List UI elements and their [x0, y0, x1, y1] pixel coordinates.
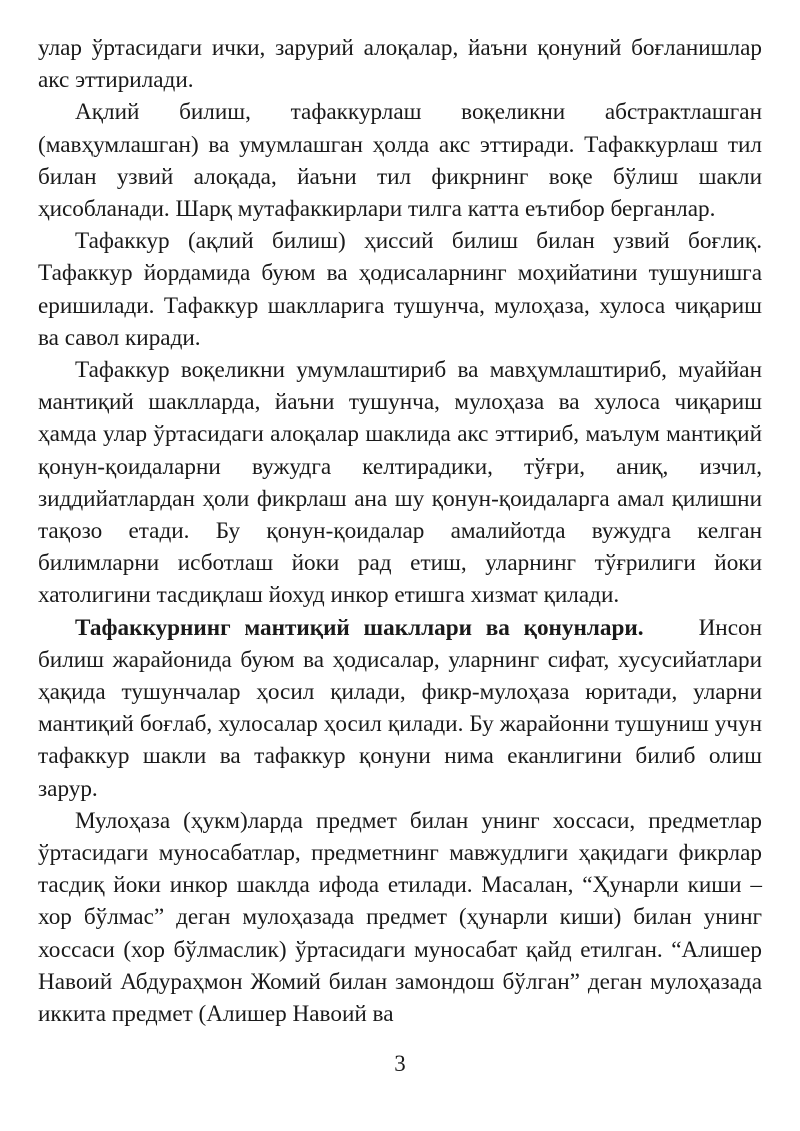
paragraph-abstract-thinking: Ақлий билиш, тафаккурлаш воқеликни абстрактлашган (мавҳумлашган) ва умумлашган ҳолда акс эттиради. Тафаккурлаш тил билан узвий алоқада, йаъни тил фикрнинг воқе бўлиш шакли ҳисобланади. Шарқ мутафаккирлари тилга катта еътибор берганлар. [38, 99, 762, 223]
page-number: 3 [394, 1051, 406, 1076]
paragraph-logical-rules: Тафаккур воқеликни умумлаштириб ва мавҳумлаштириб, муаййан мантиқий шаклларда, йаъни тушунча, мулоҳаза ва хулоса чиқариш ҳамда улар ўртасидаги алоқалар шаклида акс эттириб, маълум мантиқий қонун-қоидаларни вужудга келтирадики, тўғри, аниқ, изчил, зиддийатлардан ҳоли фикрлаш ана шу қонун-қоидаларга амал қилишни тақозо етади. Бу қонун-қоидалар амалийотда вужудга келган билимларни исботлаш йоки рад етиш, уларнинг тўғрилиги йоки хатолигини тасдиқлаш йохуд инкор етишга хизмат қилади. [38, 357, 762, 609]
document-body [38, 32, 762, 1030]
section-text: Инсон билиш жарайонида буюм ва ҳодисалар, уларнинг сифат, хусусийатлари ҳақида тушунчалар ҳосил қилади, фикр-мулоҳаза юритади, уларни мантиқий боғлаб, хулосалар ҳосил қилади. Бу жарайонни тушуниш учун тафаккур шакли ва тафаккур қонуни нима еканлигини билиб олиш зарур. [38, 614, 763, 802]
section-paragraph [38, 612, 762, 805]
paragraph-judgement: Мулоҳаза (ҳукм)ларда предмет билан унинг хоссаси, предметлар ўртасидаги муносабатлар, предметнинг мавжудлиги ҳақидаги фикрлар тасдиқ йоки инкор шаклда ифода етилади. Масалан, “Ҳунарли киши – хор бўлмас” деган мулоҳазада предмет (ҳунарли киши) билан унинг хоссаси (хор бўлмаслик) ўртасидаги муносабат қайд етилган. “Алишер Навоий Абдураҳмон Жомий билан замондош бўлган” деган мулоҳазада иккита предмет (Алишер Навоий ва [38, 807, 762, 1028]
paragraph-continuation: улар ўртасидаги ички, зарурий алоқалар, йаъни қонуний боғланишлар акс эттирилади. [38, 35, 762, 94]
section-heading: Тафаккурнинг мантиқий шакллари ва қонунлари. [75, 614, 644, 641]
document-page [38, 32, 762, 1030]
paragraph-thinking-forms: Тафаккур (ақлий билиш) ҳиссий билиш билан узвий боғлиқ. Тафаккур йордамида буюм ва ҳодисаларнинг моҳийатини тушунишга еришилади. Тафаккур шаклларига тушунча, мулоҳаза, хулоса чиқариш ва савол киради. [38, 228, 762, 351]
